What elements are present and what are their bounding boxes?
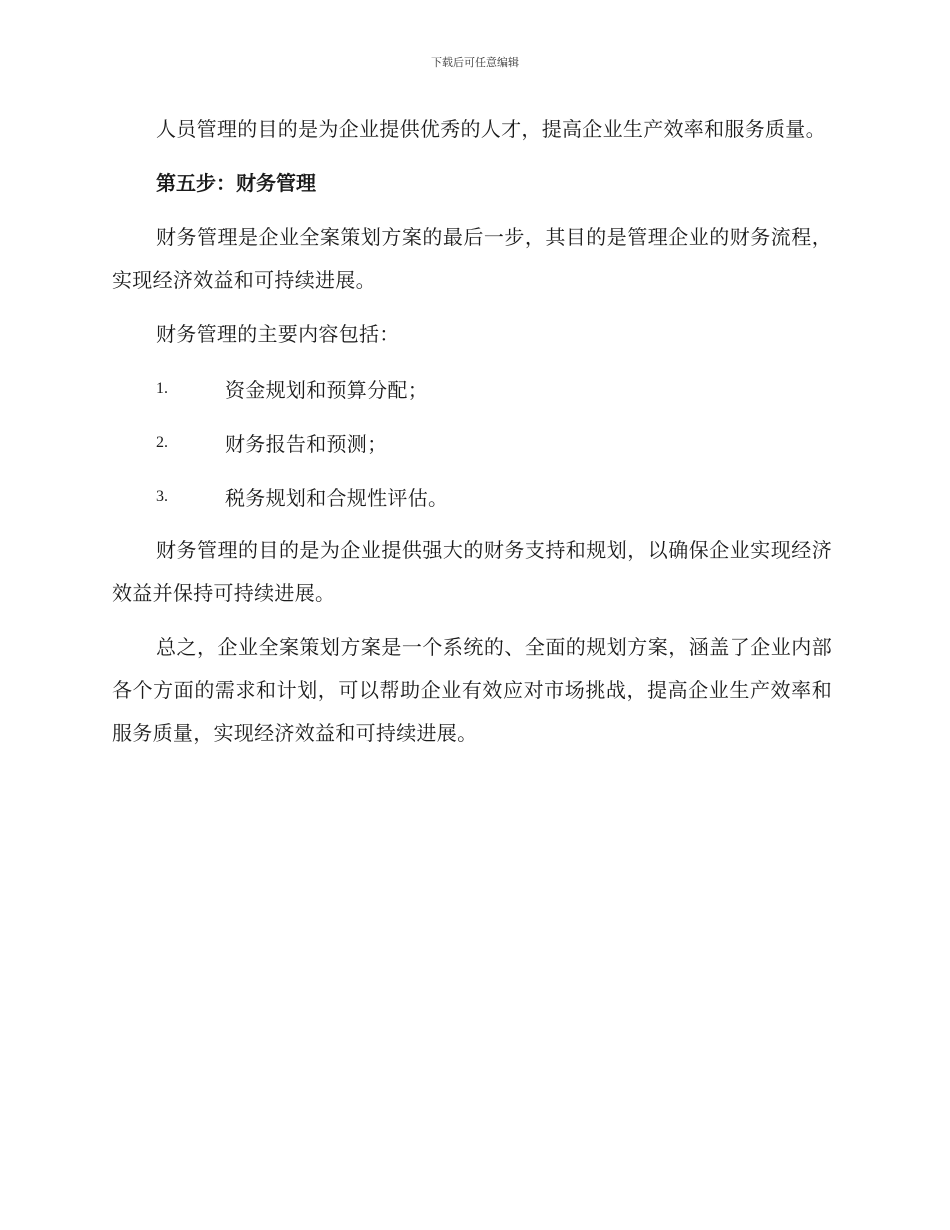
list-text: 财务报告和预测； xyxy=(225,432,388,456)
paragraph-finance-contents: 财务管理的主要内容包括： xyxy=(156,322,400,346)
section-heading-finance: 第五步：财务管理 xyxy=(156,171,316,195)
list-text: 资金规划和预算分配； xyxy=(225,378,428,402)
list-number: 2. xyxy=(156,433,168,451)
list-item xyxy=(112,367,832,410)
paragraph-finance-intro: 财务管理是企业全案策划方案的最后一步，其目的是管理企业的财务流程，实现经济效益和可持续进展。 xyxy=(112,225,832,292)
paragraph-personnel-purpose: 人员管理的目的是为企业提供优秀的人才，提高企业生产效率和服务质量。 xyxy=(156,117,826,141)
list-number: 3. xyxy=(156,487,168,505)
list-item xyxy=(112,475,832,518)
page-header: 下载后可任意编辑 xyxy=(431,56,519,69)
paragraph-conclusion: 总之，企业全案策划方案是一个系统的、全面的规划方案，涵盖了企业内部各个方面的需求和计划，可以帮助企业有效应对市场挑战，提高企业生产效率和服务质量，实现经济效益和可持续进展。 xyxy=(112,635,832,745)
list-text: 税务规划和合规性评估。 xyxy=(225,486,449,510)
list-item xyxy=(112,421,832,464)
paragraph-finance-purpose: 财务管理的目的是为企业提供强大的财务支持和规划，以确保企业实现经济效益并保持可持续进展。 xyxy=(112,538,832,605)
document-body xyxy=(112,108,832,766)
list-number: 1. xyxy=(156,379,168,397)
